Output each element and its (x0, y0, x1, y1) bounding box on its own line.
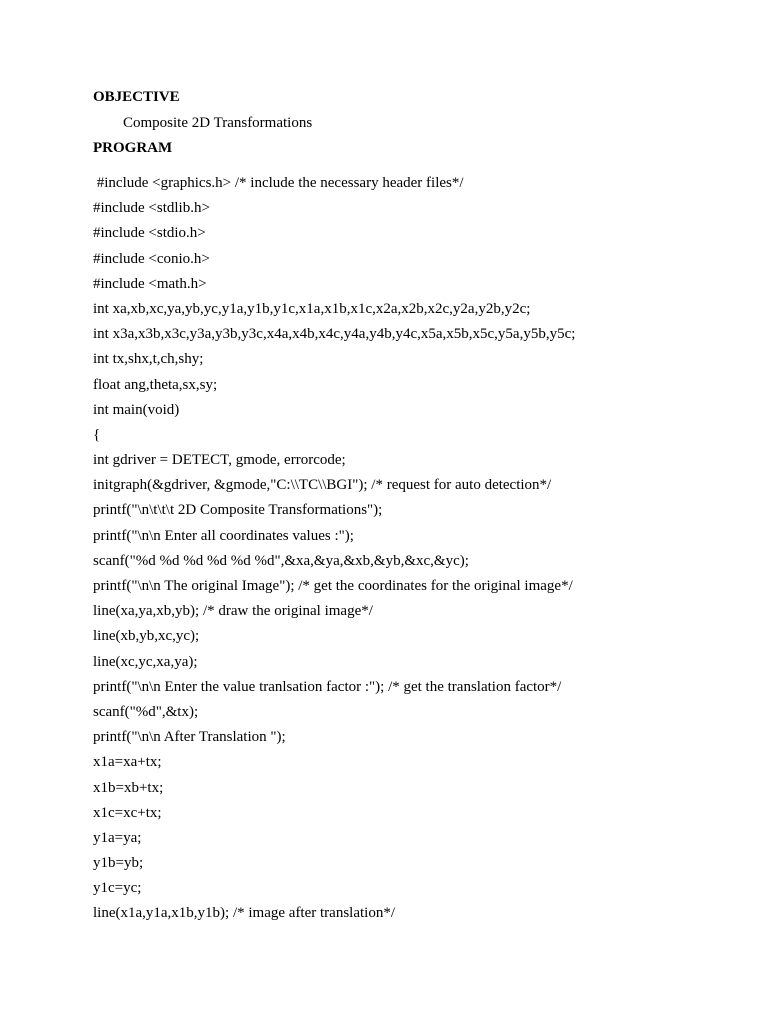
code-line: x1c=xc+tx; (93, 804, 162, 821)
code-line: #include <stdlib.h> (93, 200, 210, 217)
code-line: printf("\n\n Enter the value tranlsation factor :"); /* get the translation factor*/ (93, 678, 562, 695)
code-line: int gdriver = DETECT, gmode, errorcode; (93, 452, 346, 469)
code-line: printf("\n\n Enter all coordinates values :"); (93, 527, 354, 544)
code-line: printf("\n\t\t\t 2D Composite Transformations"); (93, 502, 383, 519)
code-line: y1a=ya; (93, 829, 142, 846)
code-line: int tx,shx,t,ch,shy; (93, 351, 204, 368)
code-line: #include <stdio.h> (93, 225, 206, 242)
code-line: x1a=xa+tx; (93, 754, 162, 771)
objective-text: Composite 2D Transformations (123, 115, 313, 131)
code-line: int xa,xb,xc,ya,yb,yc,y1a,y1b,y1c,x1a,x1b,x1c,x2a,x2b,x2c,y2a,y2b,y2c; (93, 300, 531, 317)
code-listing (93, 171, 708, 927)
code-line: line(x1a,y1a,x1b,y1b); /* image after translation*/ (93, 905, 395, 922)
code-line: #include <graphics.h> /* include the necessary header files*/ (93, 175, 464, 191)
code-line: x1b=xb+tx; (93, 779, 164, 796)
code-line: #include <conio.h> (93, 250, 210, 267)
code-line: scanf("%d",&tx); (93, 703, 199, 720)
program-heading: PROGRAM (93, 140, 173, 156)
code-line: printf("\n\n After Translation "); (93, 729, 286, 746)
code-line: line(xb,yb,xc,yc); (93, 628, 200, 645)
code-line: y1b=yb; (93, 855, 144, 872)
code-line: int main(void) (93, 401, 180, 418)
code-line: line(xc,yc,xa,ya); (93, 653, 198, 670)
code-line: int x3a,x3b,x3c,y3a,y3b,y3c,x4a,x4b,x4c,y4a,y4b,y4c,x5a,x5b,x5c,y5a,y5b,y5c; (93, 326, 576, 343)
code-line: initgraph(&gdriver, &gmode,"C:\\TC\\BGI"); /* request for auto detection*/ (93, 477, 552, 494)
code-line: scanf("%d %d %d %d %d %d",&xa,&ya,&xb,&yb,&xc,&yc); (93, 552, 469, 569)
code-line: #include <math.h> (93, 275, 207, 292)
code-line: y1c=yc; (93, 880, 142, 897)
code-line: printf("\n\n The original Image"); /* get the coordinates for the original image*/ (93, 578, 573, 594)
code-line: { (93, 426, 101, 443)
objective-heading: OBJECTIVE (93, 89, 180, 105)
code-line: line(xa,ya,xb,yb); /* draw the original image*/ (93, 603, 373, 620)
code-line: float ang,theta,sx,sy; (93, 376, 218, 393)
